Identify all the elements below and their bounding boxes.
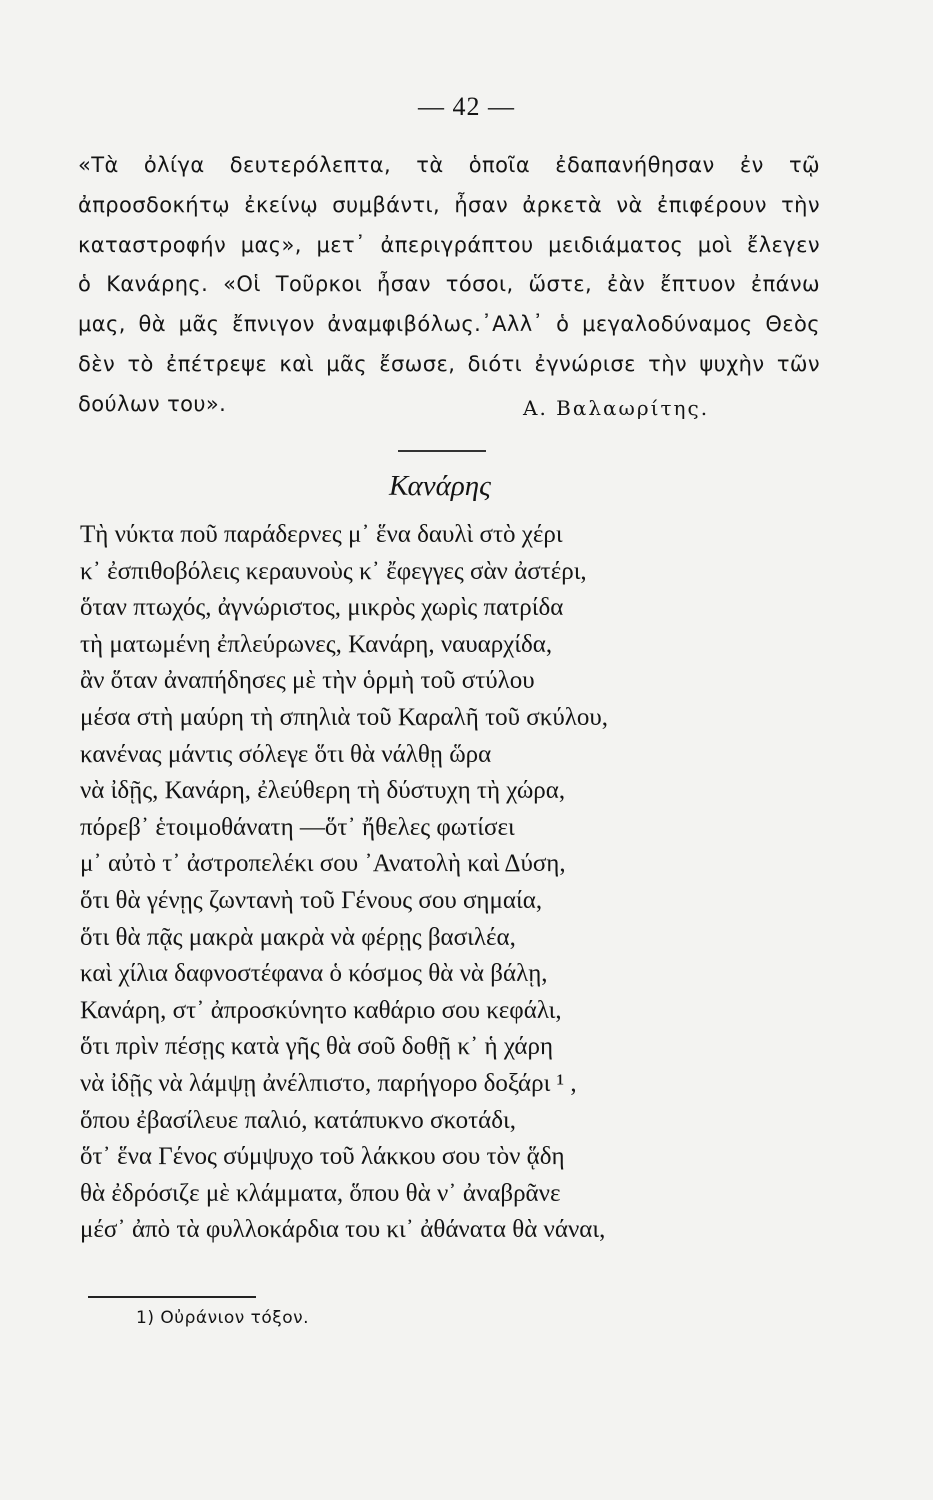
quote-line: δὲν τὸ ἐπέτρεψε καὶ μᾶς ἔσωσε, διότι ἐγνώρισε τὴν ψυχὴν τῶν bbox=[78, 351, 820, 376]
poem-verse: μέσ᾽ ἀπὸ τὰ φυλλοκάρδια του κι᾽ ἀθάνατα θὰ νάναι, bbox=[80, 1216, 606, 1244]
page-number: — 42 — bbox=[418, 92, 515, 121]
quote-line: ἀπροσδοκήτῳ ἐκείνῳ συμβάντι, ἦσαν ἀρκετὰ νὰ ἐπιφέρουν τὴν bbox=[78, 192, 820, 217]
poem-body bbox=[80, 517, 770, 1249]
poem-verse: ὅταν πτωχός, ἀγνώριστος, μικρὸς χωρὶς πατρίδα bbox=[80, 594, 564, 622]
poem-title: Κανάρης bbox=[389, 470, 491, 502]
poem-verse: μ᾽ αὐτὸ τ᾽ ἀστροπελέκι σου ᾽Ανατολὴ καὶ Δύση, bbox=[80, 850, 566, 878]
poem-verse: ἂν ὅταν ἀναπήδησες μὲ τὴν ὁρμὴ τοῦ στύλου bbox=[80, 667, 535, 695]
prose-quote bbox=[78, 146, 820, 425]
poem-verse: ὅτ᾽ ἕνα Γένος σύμψυχο τοῦ λάκκου σου τὸν ᾅδη bbox=[80, 1143, 565, 1171]
quote-line: καταστροφήν μας», μετ᾽ ἀπεριγράπτου μειδιάματος μοὶ ἔλεγεν bbox=[78, 232, 820, 257]
poem-verse: ὅτι θὰ πᾷς μακρὰ μακρὰ νὰ φέρῃς βασιλέα, bbox=[80, 923, 516, 951]
poem-verse: ὅτι πρὶν πέσῃς κατὰ γῆς θὰ σοῦ δοθῇ κ᾽ ἡ χάρη bbox=[80, 1033, 554, 1061]
poem-verse: τὴ ματωμένη ἐπλεύρωνες, Κανάρη, ναυαρχίδα, bbox=[80, 630, 553, 658]
footnote-rule bbox=[88, 1296, 256, 1298]
quote-line: δούλων του». bbox=[78, 391, 227, 416]
poem-verse: ὅτι θὰ γένῃς ζωντανὴ τοῦ Γένους σου σημαία, bbox=[80, 886, 543, 914]
quote-line: ὁ Κανάρης. «Οἱ Τοῦρκοι ἦσαν τόσοι, ὥστε, ἐὰν ἔπτυον ἐπάνω bbox=[78, 272, 820, 297]
quote-line: μας, θὰ μᾶς ἔπνιγον ἀναμφιβόλως.᾽Αλλ᾽ ὁ μεγαλοδύναμος Θεὸς bbox=[78, 312, 820, 337]
poem-verse: ὅπου ἐβασίλευε παλιό, κατάπυκνο σκοτάδι, bbox=[80, 1106, 516, 1134]
poem-verse: μέσα στὴ μαύρη τὴ σπηλιὰ τοῦ Καραλῆ τοῦ σκύλου, bbox=[80, 703, 608, 731]
quote-line: «Τὰ ὀλίγα δευτερόλεπτα, τὰ ὁποῖα ἐδαπανήθησαν ἐν τῷ bbox=[78, 153, 820, 177]
section-divider bbox=[398, 450, 486, 452]
quote-signature: Α. Βαλαωρίτης. bbox=[523, 396, 710, 420]
poem-verse: θὰ ἐδρόσιζε μὲ κλάμματα, ὅπου θὰ ν᾽ ἀναβρᾶνε bbox=[80, 1179, 561, 1207]
poem-verse: νὰ ἰδῇς νὰ λάμψῃ ἀνέλπιστο, παρήγορο δοξάρι ¹ , bbox=[80, 1069, 577, 1097]
poem-verse: Τὴ νύκτα ποῦ παράδερνες μ᾽ ἕνα δαυλὶ στὸ χέρι bbox=[80, 521, 563, 548]
poem-verse: νὰ ἰδῇς, Κανάρη, ἐλεύθερη τὴ δύστυχη τὴ χώρα, bbox=[80, 777, 566, 805]
poem-verse: καὶ χίλια δαφνοστέφανα ὁ κόσμος θὰ νὰ βάλῃ, bbox=[80, 960, 548, 988]
poem-verse: Κανάρη, στ᾽ ἀπροσκύνητο καθάριο σου κεφάλι, bbox=[80, 996, 562, 1024]
poem-verse: πόρεβ᾽ ἑτοιμοθάνατη —ὅτ᾽ ἤθελες φωτίσει bbox=[80, 813, 515, 841]
poem-verse: κανένας μάντις σόλεγε ὅτι θὰ νάλθῃ ὥρα bbox=[80, 740, 492, 768]
footnote: 1) Οὐράνιον τόξον. bbox=[136, 1308, 310, 1328]
poem-verse: κ᾽ ἐσπιθοβόλεις κεραυνοὺς κ᾽ ἔφεγγες σὰν ἀστέρι, bbox=[80, 557, 587, 585]
